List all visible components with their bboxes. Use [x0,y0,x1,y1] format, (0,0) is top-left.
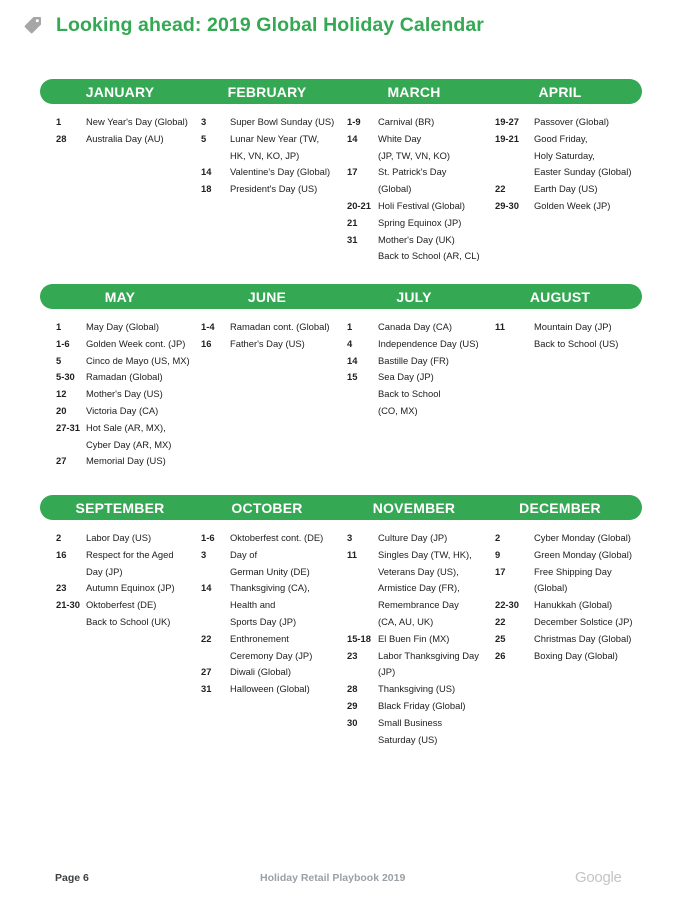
event-name-line: Saturday (US) [378,733,438,745]
event-name [534,114,609,131]
event-date: 1-6 [56,337,70,349]
event-date: 14 [201,166,212,178]
event-date: 15 [347,371,358,383]
month-event-list [495,319,618,353]
event-name [378,715,442,749]
event-date: 29 [347,699,358,711]
event-date: 9 [495,548,501,560]
event-name-line: Spring Equinox (JP) [378,216,462,228]
event-date: 17 [347,166,358,178]
event-item [56,353,190,370]
event-name-line: Ceremony Day (JP) [230,649,313,661]
event-date: 4 [347,337,353,349]
event-item [347,648,479,682]
event-name-line: Singles Day (TW, HK), [378,548,472,560]
event-name [86,530,151,547]
event-name-line: (CA, AU, UK) [378,615,434,627]
event-name [534,564,612,598]
event-date: 25 [495,632,506,644]
event-name [86,336,185,353]
event-date: 21-30 [56,599,80,611]
page-number: Page 6 [55,872,89,884]
calendar-section [40,284,642,467]
event-name [378,530,447,547]
event-name-line: Culture Day (JP) [378,532,448,543]
event-item [495,648,632,665]
event-item [347,530,479,547]
event-name-line: Small Business [378,716,443,728]
event-name-line: Memorial Day (US) [86,455,166,467]
event-name [230,336,305,353]
event-item [495,319,618,353]
event-item [56,319,190,336]
month-label: NOVEMBER [372,499,456,516]
page-header [22,12,484,38]
event-name [378,369,441,419]
event-item [201,547,323,581]
event-item [56,114,188,131]
event-item [347,698,479,715]
event-item [347,336,479,353]
event-name-line: New Year's Day (Global) [86,116,188,127]
event-item [347,232,480,266]
event-name-line: Thanksgiving (CA), [230,582,310,594]
event-name-line: Halloween (Global) [230,683,310,695]
event-name [86,386,163,403]
event-name [534,319,618,353]
event-date: 16 [201,337,212,349]
event-item [56,453,190,470]
event-name-line: German Unity (DE) [230,565,310,577]
event-name-line: Day (JP) [86,565,123,577]
month-label: JUNE [247,288,287,305]
month-header-band [40,495,642,520]
event-date: 1 [347,321,353,332]
event-name-line: Thanksgiving (US) [378,683,456,695]
event-name-line: El Buen Fin (MX) [378,632,450,644]
event-item [495,530,632,547]
event-name-line: HK, VN, KO, JP) [230,149,300,161]
event-name-line: (CO, MX) [378,404,418,416]
event-name [378,698,466,715]
event-name [230,181,317,198]
event-date: 23 [347,649,358,661]
event-name-line: Canada Day (CA) [378,321,452,332]
event-name-line: Earth Day (US) [534,183,598,195]
event-name-line: Super Bowl Sunday (US) [230,116,335,127]
month-label: AUGUST [529,288,591,305]
event-name [378,232,480,266]
event-date: 26 [495,649,506,661]
event-item [56,580,175,597]
event-date: 1 [56,116,62,127]
event-name-line: Respect for the Aged [86,548,174,560]
event-name-line: Enthronement [230,632,289,644]
google-logo: Google [575,869,622,886]
event-name-line: Day of [230,548,258,560]
event-item [56,336,190,353]
event-date: 19-27 [495,116,519,127]
event-name-line: Sports Day (JP) [230,615,297,627]
event-item [56,547,175,581]
event-name [534,181,598,198]
calendar-section [40,79,642,262]
event-item [495,597,632,614]
event-item [495,614,632,631]
event-date: 11 [347,548,357,560]
event-name [378,198,465,215]
event-name [230,530,323,547]
price-tag-icon [22,14,44,36]
event-name-line: Golden Week (JP) [534,199,611,211]
month-event-list [347,114,480,265]
event-name-line: Free Shipping Day [534,565,612,577]
month-event-list [56,114,188,148]
month-event-list [495,530,632,664]
month-header-band [40,284,642,309]
event-name [534,547,632,564]
event-name [230,681,310,698]
event-date: 3 [201,116,207,127]
event-name-line: Health and [230,599,276,611]
event-name [86,369,163,386]
event-item [201,664,323,681]
event-date: 2 [495,532,501,543]
event-date: 27 [201,666,212,678]
event-date: 22 [201,632,212,644]
month-label: OCTOBER [231,499,303,516]
month-label: DECEMBER [519,499,601,516]
month-event-list [201,319,330,353]
event-name-line: Victoria Day (CA) [86,404,159,416]
event-item [347,681,479,698]
event-date: 17 [495,565,506,577]
event-date: 21 [347,216,358,228]
event-date: 27-31 [56,421,80,433]
event-name-line: Carnival (BR) [378,116,435,127]
event-date: 22-30 [495,599,519,611]
event-item [495,198,631,215]
event-name [378,353,449,370]
event-name-line: Labor Day (US) [86,532,152,543]
event-name-line: December Solstice (JP) [534,615,633,627]
event-item [201,164,334,181]
event-item [201,580,323,630]
event-date: 31 [347,233,358,245]
event-name-line: Autumn Equinox (JP) [86,582,175,594]
event-date: 30 [347,716,358,728]
event-name-line: Hot Sale (AR, MX), [86,421,166,433]
event-date: 27 [56,455,67,467]
event-name [378,681,455,698]
event-name-line: Ramadan cont. (Global) [230,321,330,332]
event-date: 20-21 [347,199,371,211]
event-date: 5 [201,132,207,144]
month-label: MAY [104,288,136,305]
event-date: 3 [347,532,353,543]
event-name-line: Cyber Monday (Global) [534,532,631,543]
event-name-line: (JP) [378,666,396,678]
month-event-list [347,530,479,748]
event-item [56,386,190,403]
event-item [56,369,190,386]
event-name [86,319,159,336]
event-name [86,114,188,131]
event-item [495,564,632,598]
event-name-line: May Day (Global) [86,321,159,332]
event-item [347,164,480,198]
event-item [495,547,632,564]
event-name-line: Back to School [378,388,441,400]
event-date: 29-30 [495,199,519,211]
event-name-line: President's Day (US) [230,183,318,195]
event-item [495,131,631,181]
event-name [378,164,446,198]
event-name [230,664,291,681]
event-name-line: Hanukkah (Global) [534,599,613,611]
event-date: 11 [495,321,505,332]
event-name-line: Mother's Day (US) [86,388,163,400]
event-name-line: (Global) [534,582,568,594]
month-label: FEBRUARY [227,83,307,100]
event-name-line: Father's Day (US) [230,337,305,349]
event-date: 22 [495,183,506,195]
event-name-line: Black Friday (Global) [378,699,466,711]
event-item [347,353,479,370]
event-date: 16 [56,548,67,560]
event-name-line: Labor Thanksgiving Day [378,649,479,661]
event-name-line: Back to School (US) [534,337,619,349]
event-name-line: Green Monday (Global) [534,548,632,560]
event-name-line: Oktoberfest (DE) [86,599,157,611]
event-item [495,631,632,648]
event-date: 12 [56,388,67,400]
event-name-line: Golden Week cont. (JP) [86,337,186,349]
event-item [495,114,631,131]
event-name-line: Oktoberfest cont. (DE) [230,532,324,543]
month-event-list [56,319,190,470]
event-name [378,114,434,131]
event-name [378,631,449,648]
event-name-line: Australia Day (AU) [86,132,164,144]
event-name-line: Veterans Day (US), [378,565,459,577]
event-name [378,648,479,682]
event-name [534,648,618,665]
event-name [230,319,330,336]
event-name [86,580,175,597]
event-name-line: Valentine's Day (Global) [230,166,331,178]
event-item [201,319,330,336]
event-name-line: Ramadan (Global) [86,371,163,383]
event-name-line: Passover (Global) [534,116,610,127]
event-name-line: (Global) [378,183,412,195]
event-date: 14 [201,582,212,594]
event-name-line: Back to School (UK) [86,615,171,627]
event-name [378,319,452,336]
event-item [495,181,631,198]
event-name-line: Easter Sunday (Global) [534,166,632,178]
event-name [378,336,479,353]
event-item [201,530,323,547]
event-date: 18 [201,183,212,195]
event-name [86,453,166,470]
event-date: 1-9 [347,116,361,127]
month-event-list [201,530,323,698]
event-item [347,547,479,631]
event-name-line: Cinco de Mayo (US, MX) [86,354,190,366]
event-item [56,530,175,547]
event-date: 1 [56,321,62,332]
event-name [534,631,631,648]
page-title: Looking ahead: 2019 Global Holiday Calendar [56,13,484,36]
event-date: 3 [201,548,207,560]
month-event-list [347,319,479,420]
month-label: SEPTEMBER [75,499,165,516]
event-date: 5-30 [56,371,75,383]
event-name-line: Bastille Day (FR) [378,354,449,366]
event-date: 28 [56,132,67,144]
event-date: 31 [201,683,212,695]
event-name-line: Mountain Day (JP) [534,321,612,332]
event-item [347,215,480,232]
event-date: 20 [56,404,67,416]
event-name [86,131,164,148]
event-name-line: Diwali (Global) [230,666,291,678]
month-event-list [495,114,631,215]
event-date: 28 [347,683,358,695]
event-item [201,631,323,665]
event-name-line: Mother's Day (UK) [378,233,455,245]
event-name [230,547,310,581]
event-name-line: Christmas Day (Global) [534,632,632,644]
event-name-line: Remembrance Day [378,599,459,611]
event-item [201,336,330,353]
month-header-band [40,79,642,104]
event-name [534,198,610,215]
event-item [347,715,479,749]
event-name-line: Lunar New Year (TW, [230,132,320,144]
event-date: 19-21 [495,132,519,144]
event-name-line: Boxing Day (Global) [534,649,618,661]
month-event-list [56,530,175,631]
event-name-line: Cyber Day (AR, MX) [86,438,172,450]
event-date: 2 [56,532,62,543]
event-name [86,597,170,631]
event-item [347,131,480,165]
event-name-line: White Day [378,132,422,144]
month-label: MARCH [387,83,441,100]
event-item [201,114,334,131]
event-name-line: Holy Saturday, [534,149,595,161]
month-label: JULY [396,288,432,305]
month-label: JANUARY [85,83,155,100]
event-date: 1-4 [201,321,215,332]
event-item [201,681,323,698]
month-label: APRIL [538,83,582,100]
event-name-line: Good Friday, [534,132,588,144]
event-name [86,547,174,581]
event-name [86,353,190,370]
event-date: 23 [56,582,67,594]
event-name-line: Holi Festival (Global) [378,199,466,211]
event-name-line: Armistice Day (FR), [378,582,460,594]
event-name [534,530,631,547]
event-name [378,215,461,232]
event-item [56,403,190,420]
event-name [534,614,632,631]
event-item [347,631,479,648]
event-name [378,131,450,165]
event-name-line: Sea Day (JP) [378,371,434,383]
event-date: 22 [495,615,506,627]
event-date: 5 [56,354,62,366]
event-name-line: Back to School (AR, CL) [378,250,480,262]
event-name-line: St. Patrick's Day [378,166,447,178]
event-date: 15-18 [347,632,371,644]
event-item [56,597,175,631]
event-item [56,131,188,148]
month-event-list [201,114,334,198]
event-name [230,131,319,165]
event-item [347,369,479,419]
calendar-section [40,495,642,745]
event-date: 14 [347,132,358,144]
event-date: 1-6 [201,532,215,543]
event-name [230,114,334,131]
event-item [347,114,480,131]
event-name [86,403,158,420]
event-item [347,198,480,215]
event-item [201,131,334,165]
event-name [230,631,312,665]
event-name [378,547,472,631]
event-name-line: Independence Day (US) [378,337,479,349]
document-title: Holiday Retail Playbook 2019 [260,872,406,884]
event-name [230,164,330,181]
event-name [534,131,631,181]
event-item [201,181,334,198]
event-name-line: (JP, TW, VN, KO) [378,149,451,161]
event-item [56,420,190,454]
event-name [230,580,310,630]
event-date: 14 [347,354,358,366]
event-name [86,420,171,454]
event-item [347,319,479,336]
event-name [534,597,612,614]
